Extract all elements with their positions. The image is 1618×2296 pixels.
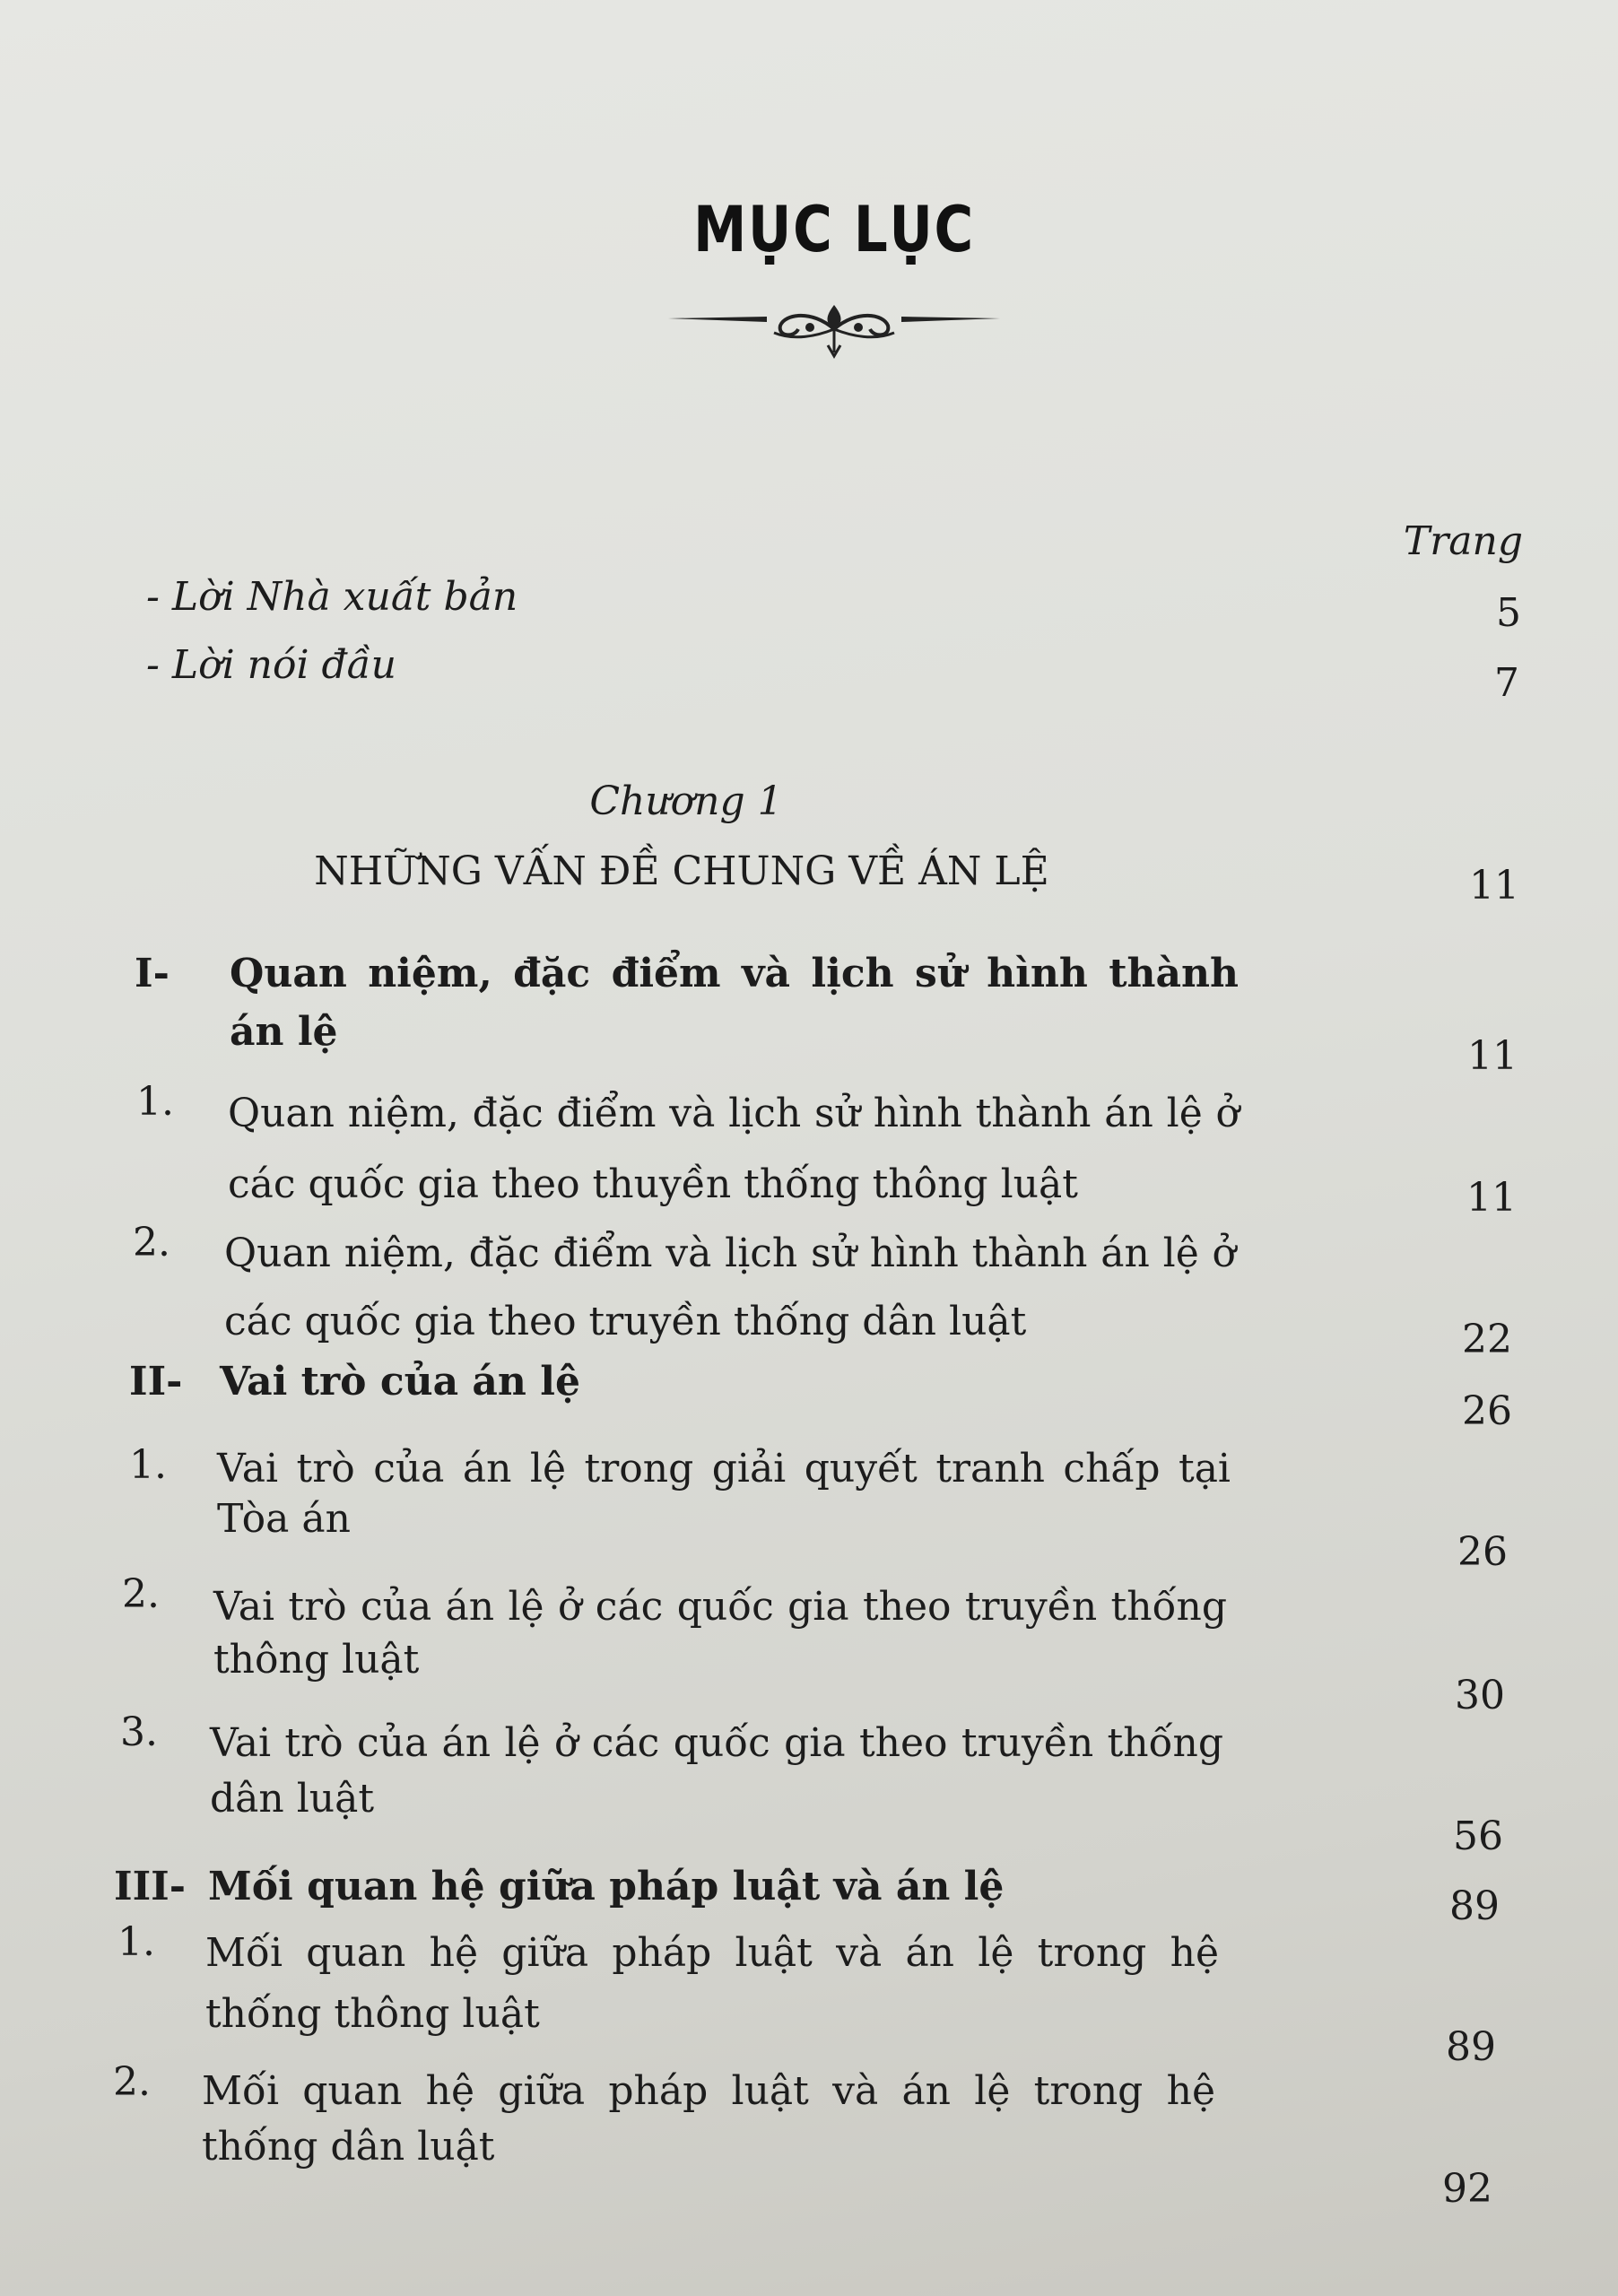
item-title: Quan niệm, đặc điểm và lịch sử hình thành án lệ ở xyxy=(228,1091,1240,1136)
ornament-divider-icon xyxy=(668,300,1000,363)
item-marker: 1. xyxy=(136,1079,174,1125)
toc-entry-page: 56 xyxy=(1453,1813,1503,1859)
toc-entry-page: 89 xyxy=(1449,1883,1500,1929)
item-title-cont: thông luật xyxy=(213,1637,420,1683)
item-marker: 3. xyxy=(120,1709,158,1755)
toc-entry-page: 22 xyxy=(1462,1317,1512,1362)
toc-entry-page: 92 xyxy=(1442,2166,1492,2212)
item-marker: 1. xyxy=(117,1919,155,1965)
item-title: Vai trò của án lệ ở các quốc gia theo truyền thống xyxy=(210,1720,1223,1766)
toc-entry-page: 11 xyxy=(1469,863,1519,909)
item-title: Mối quan hệ giữa pháp luật và án lệ trong hệ xyxy=(205,1930,1219,1976)
item-marker: 1. xyxy=(129,1442,167,1488)
page-column-label: Trang xyxy=(1403,518,1523,564)
page-title: MỤC LỤC xyxy=(693,193,975,266)
item-title-cont: thống dân luật xyxy=(202,2124,495,2170)
section-title: Vai trò của án lệ xyxy=(220,1359,580,1405)
toc-entry-page: 5 xyxy=(1496,590,1521,636)
toc-entry-page: 26 xyxy=(1462,1388,1512,1434)
item-title: Quan niệm, đặc điểm và lịch sử hình thành án lệ ở xyxy=(224,1231,1236,1276)
toc-entry-page: 11 xyxy=(1466,1175,1517,1221)
toc-entry-page: 30 xyxy=(1455,1673,1505,1718)
item-title-cont: thống thông luật xyxy=(205,1991,540,2037)
section-title: Mối quan hệ giữa pháp luật và án lệ xyxy=(208,1864,1005,1909)
item-marker: 2. xyxy=(113,2059,151,2105)
item-marker: 2. xyxy=(133,1220,170,1265)
section-title-cont: án lệ xyxy=(230,1009,338,1055)
item-title: Vai trò của án lệ trong giải quyết tranh chấp tại xyxy=(217,1446,1231,1492)
item-title: Mối quan hệ giữa pháp luật và án lệ trong hệ xyxy=(202,2068,1215,2114)
toc-entry-label: - Lời nói đầu xyxy=(146,642,396,688)
toc-entry-page: 89 xyxy=(1446,2024,1496,2070)
toc-entry-page: 11 xyxy=(1467,1033,1518,1079)
section-title: Quan niệm, đặc điểm và lịch sử hình thành xyxy=(230,951,1239,996)
item-title: Vai trò của án lệ ở các quốc gia theo truyền thống xyxy=(213,1584,1227,1630)
toc-entry-label: - Lời Nhà xuất bản xyxy=(146,574,518,620)
item-title-cont: dân luật xyxy=(210,1776,375,1822)
chapter-title: NHỮNG VẤN ĐỀ CHUNG VỀ ÁN LỆ xyxy=(314,848,1049,894)
section-marker: I- xyxy=(135,951,170,996)
toc-entry-page: 26 xyxy=(1457,1529,1508,1575)
item-title-cont: các quốc gia theo truyền thống dân luật xyxy=(224,1299,1027,1344)
chapter-label: Chương 1 xyxy=(589,778,783,824)
toc-entry-page: 7 xyxy=(1494,660,1519,706)
item-title-cont: các quốc gia theo thuyền thống thông luật xyxy=(228,1161,1078,1207)
item-marker: 2. xyxy=(122,1571,160,1617)
section-marker: II- xyxy=(129,1359,183,1405)
section-marker: III- xyxy=(114,1864,187,1909)
item-title-cont: Tòa án xyxy=(217,1496,351,1542)
